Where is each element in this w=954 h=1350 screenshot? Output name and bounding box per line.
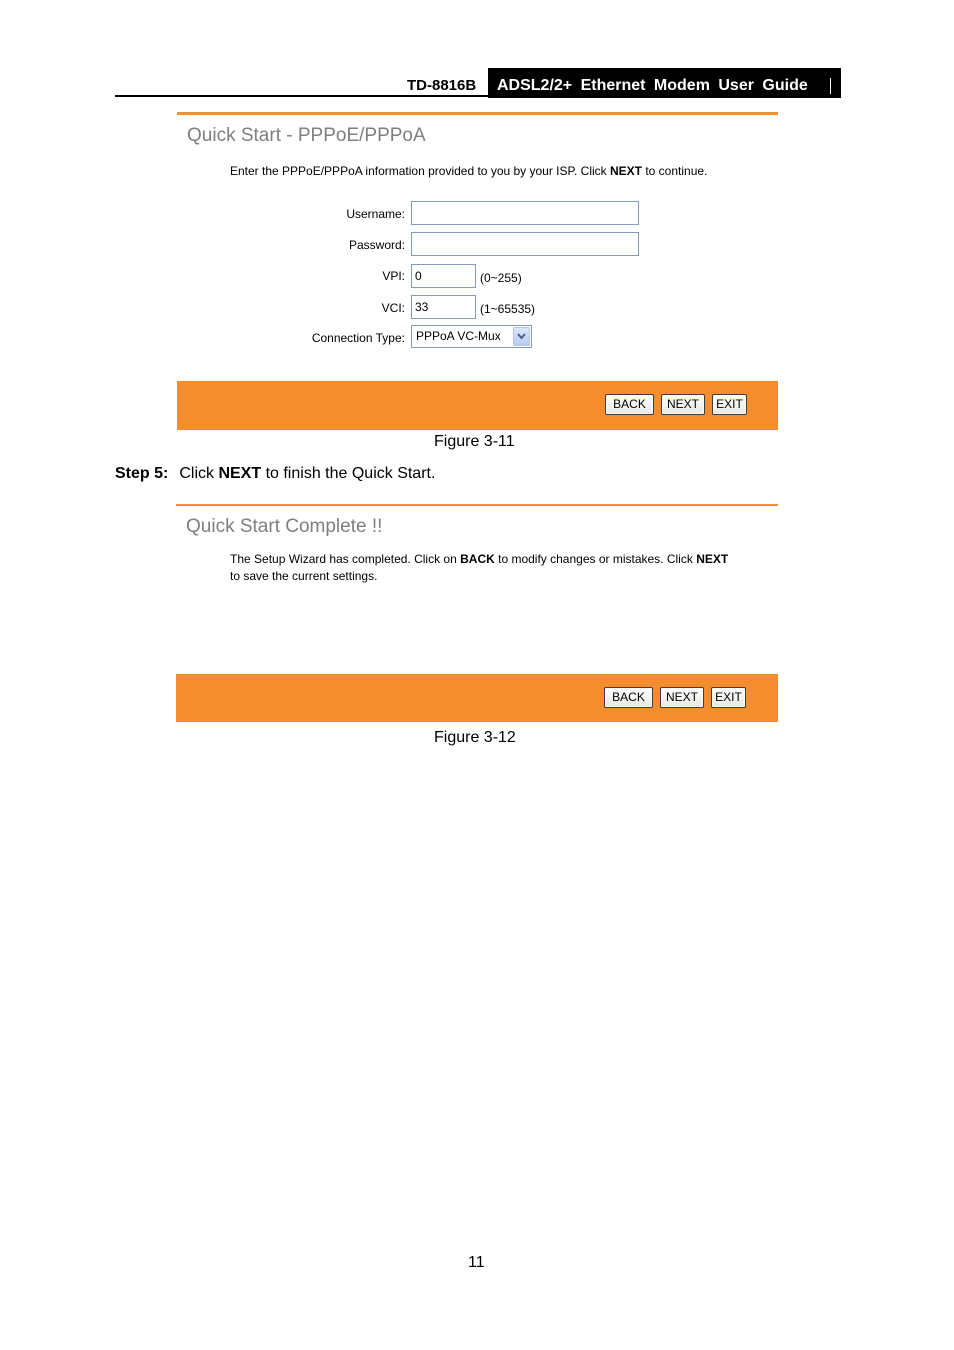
figure-12-caption: Figure 3-12 [434, 729, 516, 746]
vci-input[interactable]: 33 [411, 295, 476, 319]
completion-text-part: to save the current settings. [230, 569, 378, 583]
password-input[interactable] [411, 232, 639, 256]
header-rule [115, 95, 841, 97]
back-button[interactable]: BACK [604, 687, 653, 708]
exit-button[interactable]: EXIT [712, 394, 747, 415]
password-label: Password: [348, 238, 405, 252]
vpi-range-hint: (0~255) [480, 271, 522, 285]
instruction-next-keyword: NEXT [609, 164, 642, 178]
figure-11-caption: Figure 3-11 [434, 433, 515, 450]
figure-12-screenshot [176, 503, 778, 722]
instruction-text [230, 163, 707, 180]
page-number: 11 [468, 1254, 485, 1271]
page-title: Quick Start Complete !! [186, 516, 383, 537]
connection-type-select[interactable] [411, 325, 532, 348]
step-label: Step 5: [115, 465, 169, 482]
username-input[interactable] [411, 201, 639, 225]
completion-text-part: The Setup Wizard has completed. Click on [230, 552, 461, 566]
step-text-part: Click [179, 465, 219, 482]
next-button[interactable]: NEXT [661, 394, 705, 415]
completion-next-keyword: NEXT [696, 552, 729, 566]
username-label: Username: [346, 207, 405, 221]
step-next-keyword: NEXT [218, 465, 262, 482]
back-button[interactable]: BACK [605, 394, 654, 415]
top-orange-line [176, 504, 778, 506]
header-guide-title [488, 68, 841, 98]
vci-range-hint: (1~65535) [480, 302, 536, 316]
completion-text [230, 551, 770, 585]
completion-back-keyword: BACK [460, 552, 495, 566]
vpi-input[interactable]: 0 [411, 264, 476, 288]
button-bar [177, 381, 778, 430]
page-title: Quick Start - PPPoE/PPPoA [187, 125, 426, 146]
connection-type-label: Connection Type: [311, 331, 405, 345]
header-divider-tick [830, 78, 831, 94]
instruction-text-part: Enter the PPPoE/PPPoA information provided to you by your ISP. Click [230, 164, 610, 178]
exit-button[interactable]: EXIT [711, 687, 746, 708]
figure-11-screenshot [177, 112, 778, 430]
next-button[interactable]: NEXT [660, 687, 704, 708]
header-guide-title-text: ADSL2/2+ Ethernet Modem User Guide [497, 77, 808, 94]
top-orange-line [177, 112, 778, 115]
vpi-label: VPI: [382, 269, 405, 283]
vci-label: VCI: [381, 301, 405, 315]
header-model: TD-8816B [407, 77, 477, 94]
step-5-instruction [115, 465, 435, 483]
chevron-down-icon[interactable] [513, 327, 530, 346]
connection-type-value: PPPoA VC-Mux [416, 329, 501, 343]
instruction-text-part: to continue. [642, 164, 708, 178]
completion-text-part: to modify changes or mistakes. Click [494, 552, 697, 566]
step-text-part: to finish the Quick Start. [261, 465, 436, 482]
button-bar [176, 674, 778, 722]
